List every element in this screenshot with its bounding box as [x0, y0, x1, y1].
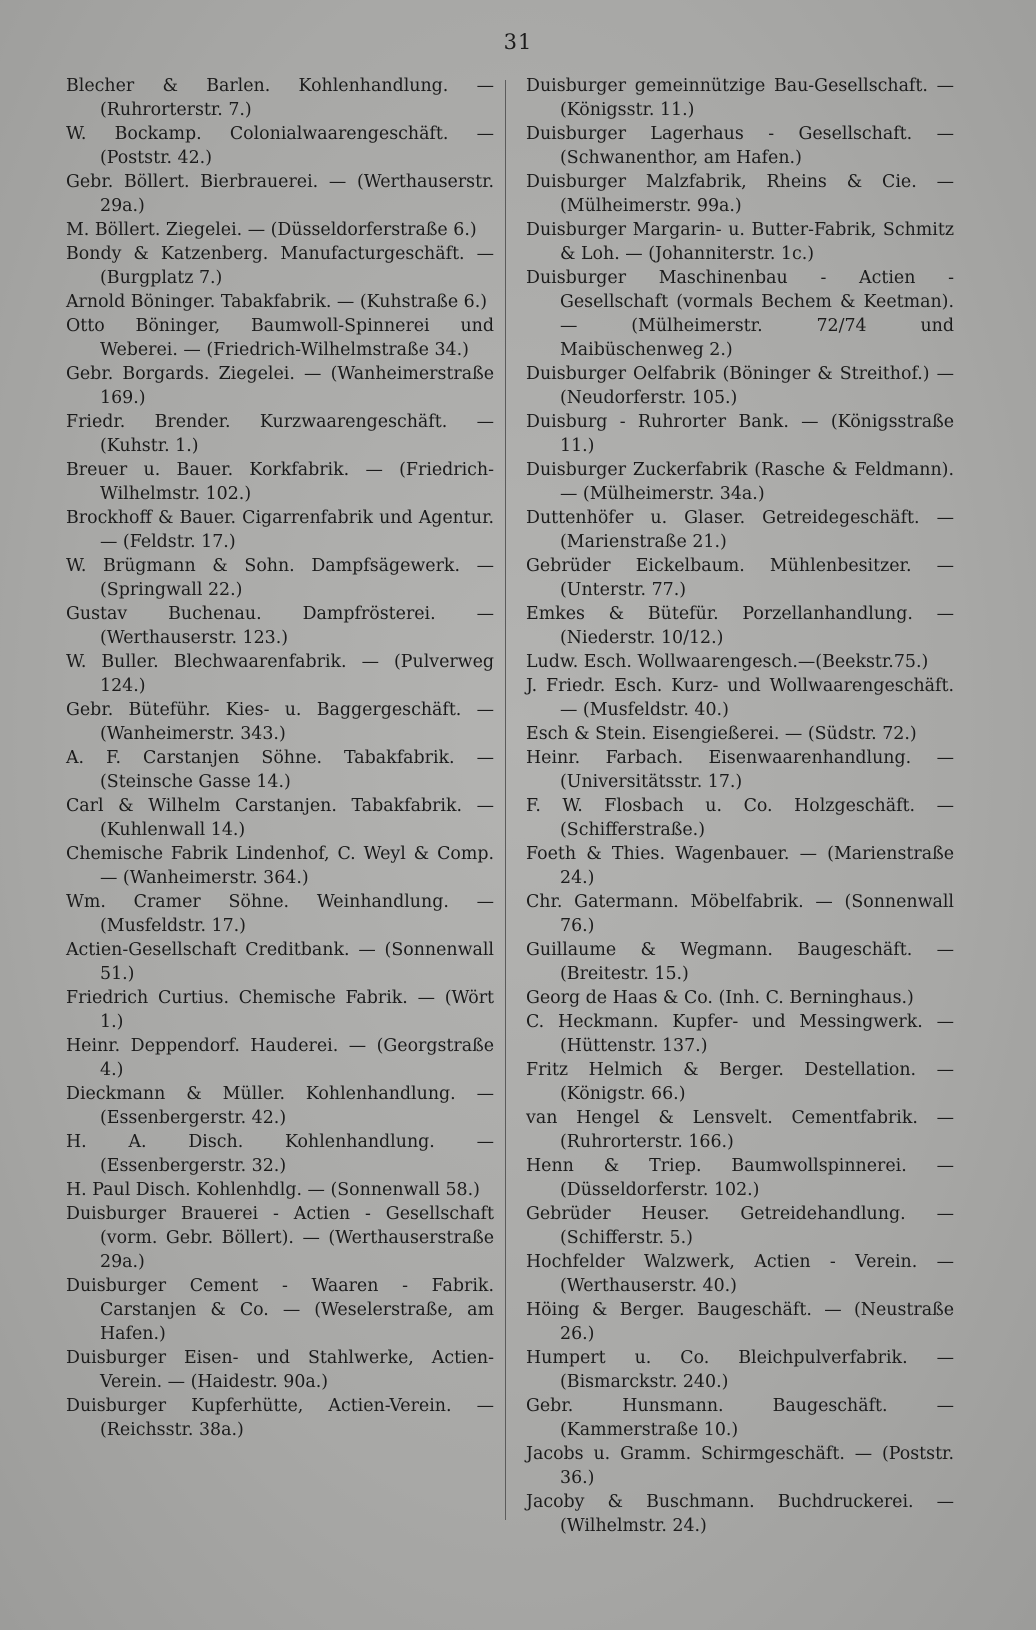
directory-entry: Gebr. Hunsmann. Baugeschäft. — (Kammerstraße 10.)	[526, 1396, 954, 1440]
directory-entry: Duisburger Margarin- u. Butter-Fabrik, Schmitz & Loh. — (Johanniterstr. 1c.)	[526, 220, 954, 264]
directory-entry: Friedrich Curtius. Chemische Fabrik. — (Wört 1.)	[66, 988, 494, 1032]
directory-entry: Dieckmann & Müller. Kohlenhandlung. — (Essenbergerstr. 42.)	[66, 1084, 494, 1128]
directory-entry: van Hengel & Lensvelt. Cementfabrik. — (Ruhrorterstr. 166.)	[526, 1108, 954, 1152]
directory-entry: Höing & Berger. Baugeschäft. — (Neustraße 26.)	[526, 1300, 954, 1344]
directory-entry: Jacoby & Buschmann. Buchdruckerei. — (Wilhelmstr. 24.)	[526, 1492, 954, 1536]
directory-entry: Blecher & Barlen. Kohlenhandlung. — (Ruhrorterstr. 7.)	[66, 76, 494, 120]
directory-entry: Chemische Fabrik Lindenhof, C. Weyl & Comp. — (Wanheimerstr. 364.)	[66, 844, 494, 888]
directory-entry: Gebr. Borgards. Ziegelei. — (Wanheimerstraße 169.)	[66, 364, 494, 408]
directory-entry: Duisburger Maschinenbau - Actien - Gesellschaft (vormals Bechem & Keetman). — (Mülheimerstr. 72/74 und Maibüschenweg 2.)	[526, 268, 954, 360]
column-divider	[505, 80, 506, 1520]
directory-entry: Duisburger Lagerhaus - Gesellschaft. — (Schwanenthor, am Hafen.)	[526, 124, 954, 168]
directory-entry: Duisburger Zuckerfabrik (Rasche & Feldmann). — (Mülheimerstr. 34a.)	[526, 460, 954, 504]
directory-entry: Duisburger Oelfabrik (Böninger & Streithof.) — (Neudorferstr. 105.)	[526, 364, 954, 408]
directory-entry: Gustav Buchenau. Dampfrösterei. — (Werthauserstr. 123.)	[66, 604, 494, 648]
directory-entry: H. Paul Disch. Kohlenhdlg. — (Sonnenwall 58.)	[66, 1180, 480, 1200]
directory-entry: Ludw. Esch. Wollwaarengesch.—(Beekstr.75.)	[526, 652, 929, 672]
directory-entry: Carl & Wilhelm Carstanjen. Tabakfabrik. — (Kuhlenwall 14.)	[66, 796, 494, 840]
directory-entry: J. Friedr. Esch. Kurz- und Wollwaarengeschäft. — (Musfeldstr. 40.)	[526, 676, 954, 720]
directory-entry: A. F. Carstanjen Söhne. Tabakfabrik. — (Steinsche Gasse 14.)	[66, 748, 494, 792]
directory-entry: W. Buller. Blechwaarenfabrik. — (Pulverweg 124.)	[66, 652, 494, 696]
page-number: 31	[503, 30, 533, 54]
directory-entry: Gebr. Büteführ. Kies- u. Baggergeschäft. — (Wanheimerstr. 343.)	[66, 700, 494, 744]
directory-entry: Friedr. Brender. Kurzwaarengeschäft. — (Kuhstr. 1.)	[66, 412, 494, 456]
directory-entry: Arnold Böninger. Tabakfabrik. — (Kuhstraße 6.)	[66, 292, 488, 312]
directory-entry: C. Heckmann. Kupfer- und Messingwerk. — (Hüttenstr. 137.)	[526, 1012, 954, 1056]
directory-entry: W. Bockamp. Colonialwaarengeschäft. — (Poststr. 42.)	[66, 124, 494, 168]
left-column	[66, 74, 494, 1442]
directory-entry: Duisburger Eisen- und Stahlwerke, Actien-Verein. — (Haidestr. 90a.)	[66, 1348, 494, 1392]
directory-entry: Esch & Stein. Eisengießerei. — (Südstr. 72.)	[526, 724, 917, 744]
directory-entry: Duisburger gemeinnützige Bau-Gesellschaft. — (Königsstr. 11.)	[526, 76, 954, 120]
directory-entry: Duisburg - Ruhrorter Bank. — (Königsstraße 11.)	[526, 412, 954, 456]
right-column	[526, 74, 954, 1538]
directory-entry: Heinr. Deppendorf. Hauderei. — (Georgstraße 4.)	[66, 1036, 494, 1080]
directory-entry: Wm. Cramer Söhne. Weinhandlung. — (Musfeldstr. 17.)	[66, 892, 494, 936]
directory-entry: M. Böllert. Ziegelei. — (Düsseldorferstraße 6.)	[66, 220, 477, 240]
directory-entry: Henn & Triep. Baumwollspinnerei. — (Düsseldorferstr. 102.)	[526, 1156, 954, 1200]
directory-entry: Brockhoff & Bauer. Cigarrenfabrik und Agentur. — (Feldstr. 17.)	[66, 508, 494, 552]
directory-entry: Georg de Haas & Co. (Inh. C. Berninghaus.)	[526, 988, 914, 1008]
directory-entry: Humpert u. Co. Bleichpulverfabrik. — (Bismarckstr. 240.)	[526, 1348, 954, 1392]
directory-entry: Duisburger Kupferhütte, Actien-Verein. — (Reichsstr. 38a.)	[66, 1396, 494, 1440]
directory-entry: Duisburger Cement - Waaren - Fabrik. Carstanjen & Co. — (Weselerstraße, am Hafen.)	[66, 1276, 494, 1344]
directory-entry: Emkes & Bütefür. Porzellanhandlung. — (Niederstr. 10/12.)	[526, 604, 954, 648]
directory-entry: Breuer u. Bauer. Korkfabrik. — (Friedrich-Wilhelmstr. 102.)	[66, 460, 494, 504]
directory-entry: Foeth & Thies. Wagenbauer. — (Marienstraße 24.)	[526, 844, 954, 888]
directory-entry: Duisburger Brauerei - Actien - Gesellschaft (vorm. Gebr. Böllert). — (Werthauserstraße 29a.)	[66, 1204, 494, 1272]
directory-entry: Hochfelder Walzwerk, Actien - Verein. — (Werthauserstr. 40.)	[526, 1252, 954, 1296]
directory-entry: H. A. Disch. Kohlenhandlung. — (Essenbergerstr. 32.)	[66, 1132, 494, 1176]
directory-entry: Chr. Gatermann. Möbelfabrik. — (Sonnenwall 76.)	[526, 892, 954, 936]
directory-entry: Jacobs u. Gramm. Schirmgeschäft. — (Poststr. 36.)	[526, 1444, 954, 1488]
directory-entry: Fritz Helmich & Berger. Destellation. — (Königstr. 66.)	[526, 1060, 954, 1104]
directory-entry: Duisburger Malzfabrik, Rheins & Cie. — (Mülheimerstr. 99a.)	[526, 172, 954, 216]
directory-entry: Bondy & Katzenberg. Manufacturgeschäft. — (Burgplatz 7.)	[66, 244, 494, 288]
directory-entry: Gebrüder Eickelbaum. Mühlenbesitzer. — (Unterstr. 77.)	[526, 556, 954, 600]
directory-entry: W. Brügmann & Sohn. Dampfsägewerk. — (Springwall 22.)	[66, 556, 494, 600]
directory-entry: Heinr. Farbach. Eisenwaarenhandlung. — (Universitätsstr. 17.)	[526, 748, 954, 792]
directory-entry: Gebr. Böllert. Bierbrauerei. — (Werthauserstr. 29a.)	[66, 172, 494, 216]
directory-entry: Duttenhöfer u. Glaser. Getreidegeschäft. — (Marienstraße 21.)	[526, 508, 954, 552]
directory-entry: Gebrüder Heuser. Getreidehandlung. — (Schifferstr. 5.)	[526, 1204, 954, 1248]
directory-entry: F. W. Flosbach u. Co. Holzgeschäft. — (Schifferstraße.)	[526, 796, 954, 840]
directory-entry: Guillaume & Wegmann. Baugeschäft. — (Breitestr. 15.)	[526, 940, 954, 984]
directory-entry: Actien-Gesellschaft Creditbank. — (Sonnenwall 51.)	[66, 940, 494, 984]
directory-entry: Otto Böninger, Baumwoll-Spinnerei und Weberei. — (Friedrich-Wilhelmstraße 34.)	[66, 316, 494, 360]
